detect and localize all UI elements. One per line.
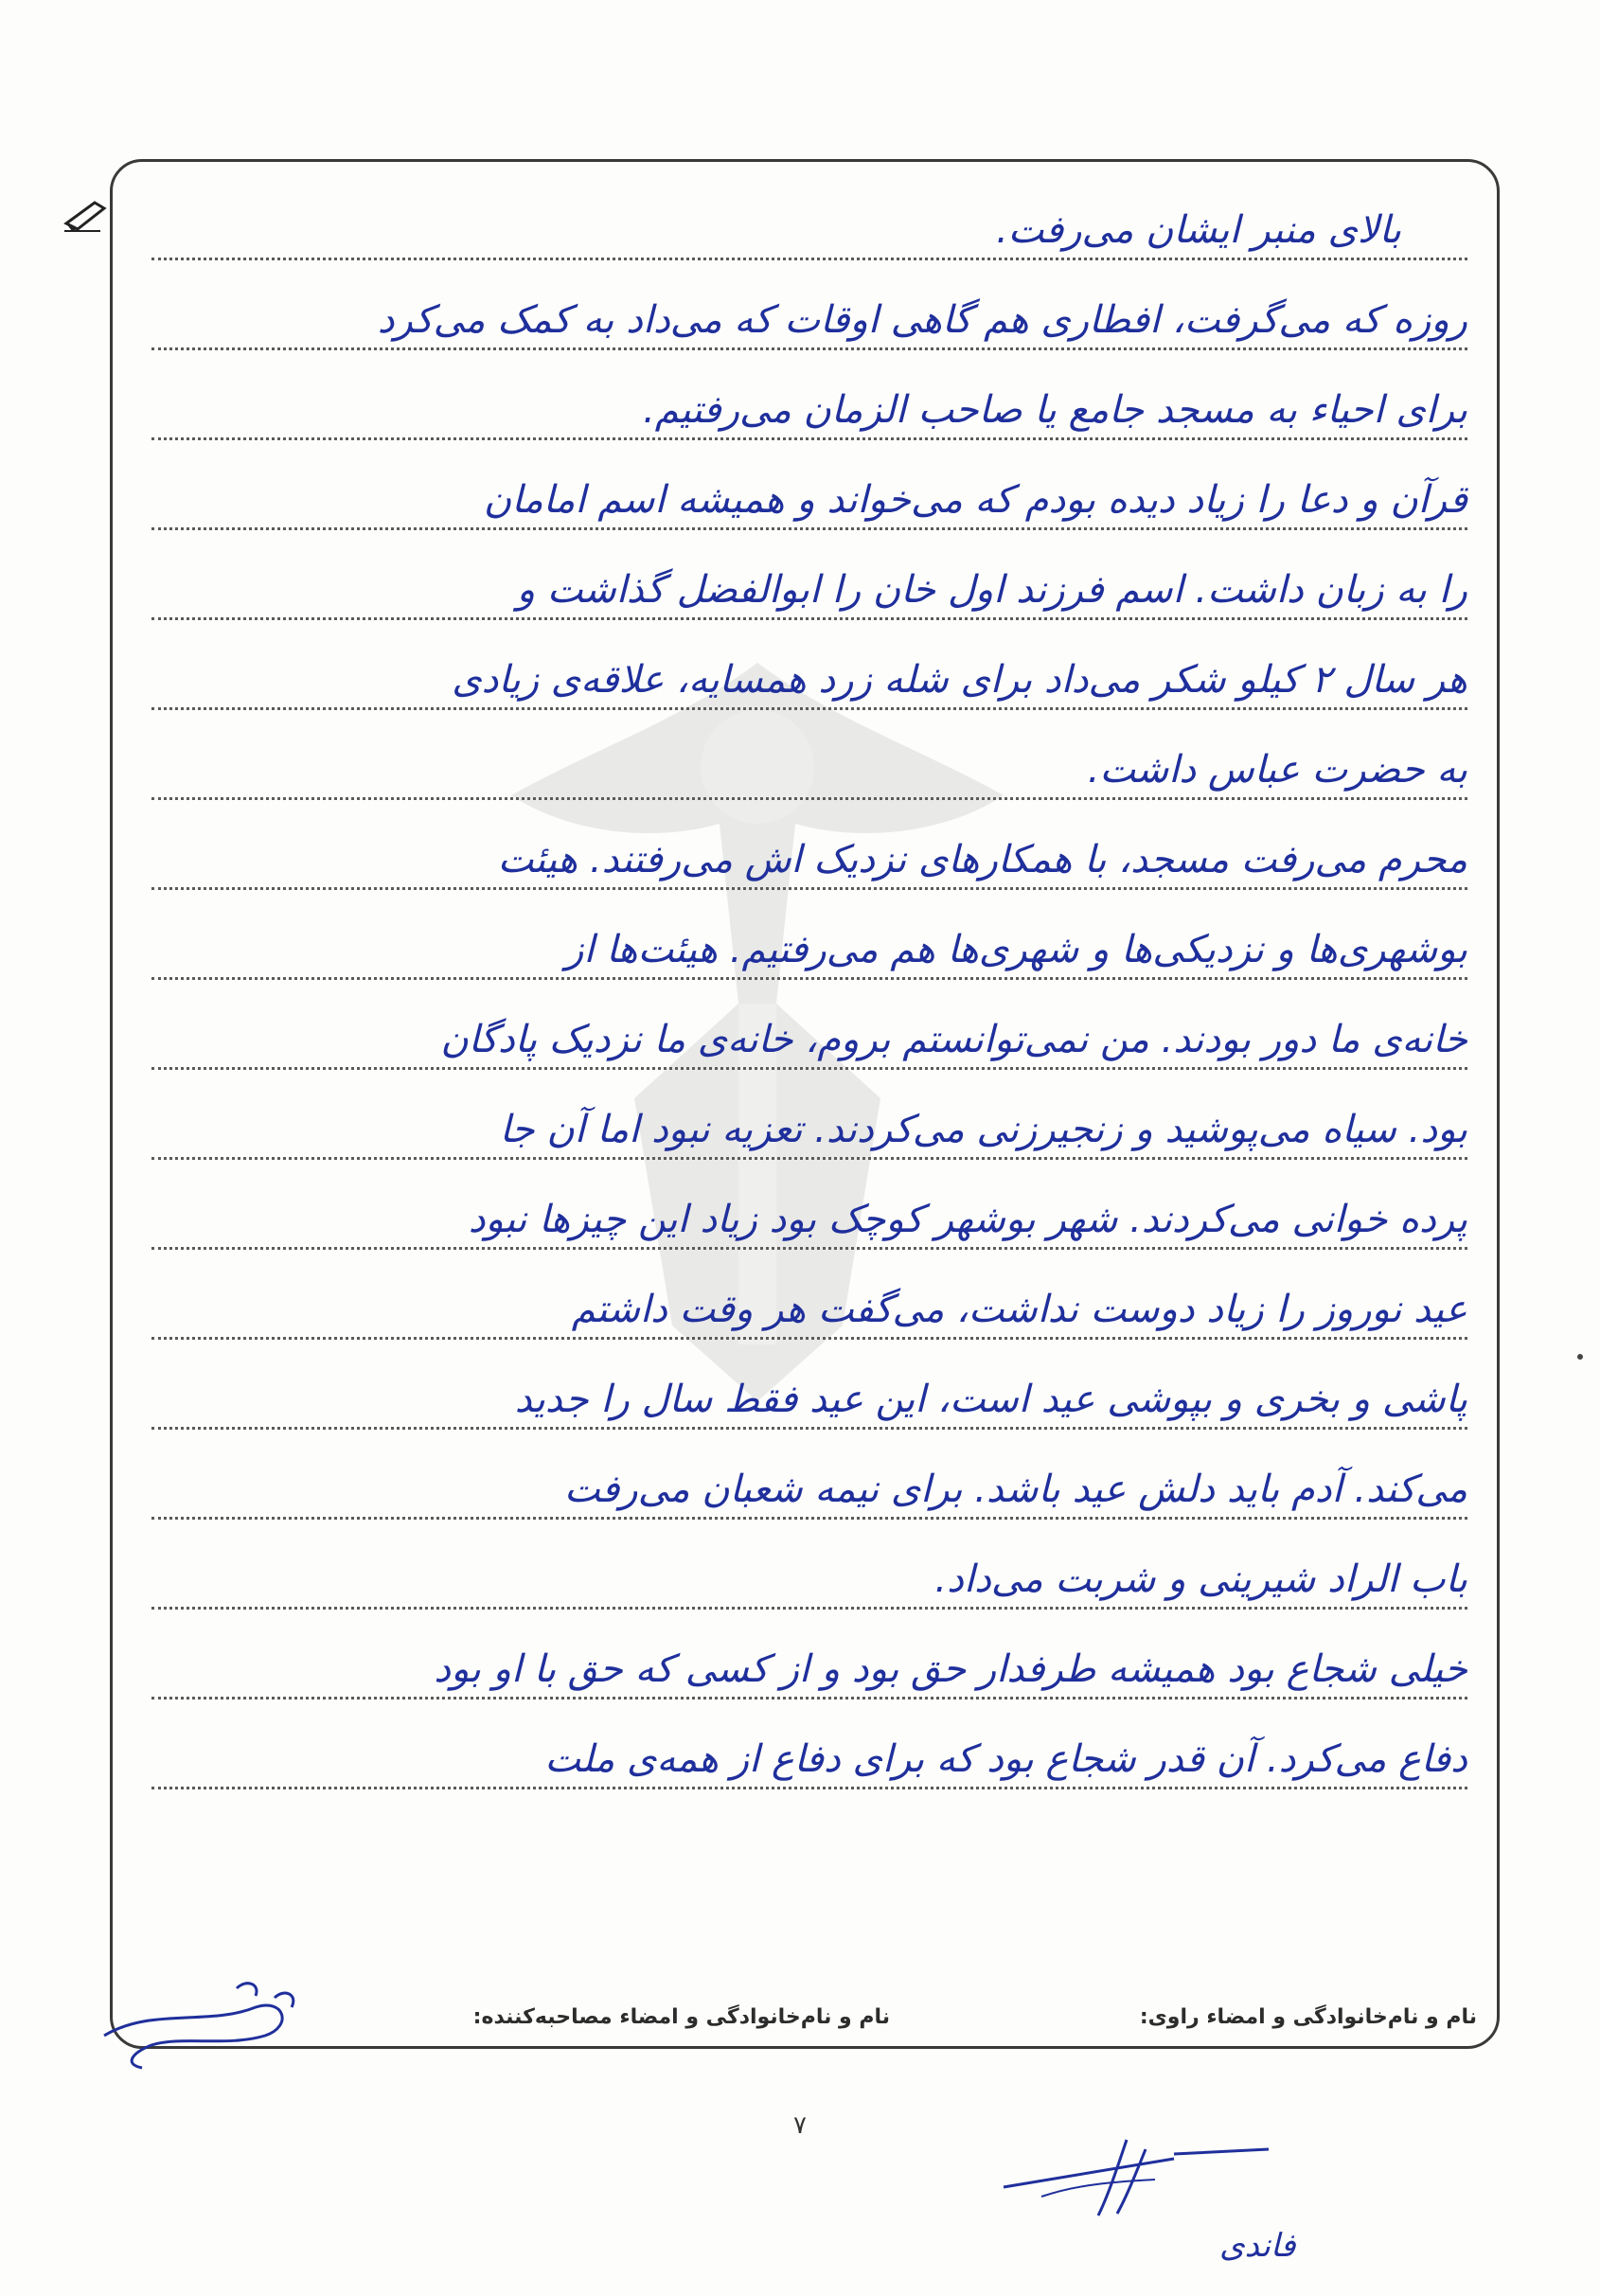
ruled-line [151,530,1467,620]
handwritten-lines [151,170,1467,1789]
handwritten-line: محرم می‌رفت مسجد، با همکارهای نزدیک اش می‌رفتند. هیئت [497,838,1467,881]
ruled-line [151,260,1467,350]
ruled-line [151,710,1467,800]
handwritten-line: خانه‌ی ما دور بودند. من نمی‌توانستم بروم، خانه‌ی ما نزدیک پادگان [440,1018,1467,1061]
ruled-line [151,1340,1467,1430]
handwritten-line: دفاع می‌کرد. آن قدر شجاع بود که برای دفاع از همه‌ی ملت [544,1737,1467,1781]
handwritten-line: روزه که می‌گرفت، افطاری هم گاهی اوقات که می‌داد به کمک می‌کرد [377,298,1467,342]
narrator-signature-label: نام و نام‌خانوادگی و امضاء راوی: [1139,2005,1477,2029]
handwritten-line: قرآن و دعا را زیاد دیده بودم که می‌خواند و همیشه اسم امامان [483,478,1467,522]
handwritten-line: عید نوروز را زیاد دوست نداشت، می‌گفت هر وقت داشتم [571,1288,1467,1331]
handwritten-line: پرده خوانی می‌کردند. شهر بوشهر کوچک بود زیاد این چیزها نبود [468,1198,1467,1241]
pencil-icon [62,195,112,233]
handwritten-line: بوشهری‌ها و نزدیکی‌ها و شهری‌ها هم می‌رفتیم. هیئت‌ها از [565,928,1467,971]
page-number: ۷ [793,2111,807,2140]
paper-mark [1577,1354,1583,1360]
interviewer-signature-label: نام و نام‌خانوادگی و امضاء مصاحبه‌کننده: [472,2005,890,2029]
ruled-line [151,1250,1467,1340]
ruled-line [151,350,1467,440]
handwritten-line: خیلی شجاع بود همیشه طرفدار حق بود و از کسی که حق با او بود [434,1647,1467,1691]
ruled-line [151,1520,1467,1610]
handwritten-line: پاشی و بخری و بپوشی عید است، این عید فقط سال را جدید [514,1378,1467,1421]
ruled-line [151,1430,1467,1520]
ruled-line [151,1160,1467,1250]
signature-caption: فاندی [1219,2227,1296,2265]
interviewer-signature [985,2130,1288,2225]
ruled-line [151,620,1467,710]
handwritten-line: باب الراد شیرینی و شربت می‌داد. [934,1557,1467,1601]
handwritten-line: برای احیاء به مسجد جامع یا صاحب الزمان می‌رفتیم. [643,388,1467,432]
handwritten-line: بالای منبر ایشان می‌رفت. [996,208,1401,252]
handwritten-line: به حضرت عباس داشت. [1087,748,1467,792]
ruled-line [151,1070,1467,1160]
ruled-line [151,1610,1467,1700]
narrator-signature [95,1969,322,2074]
ruled-line [151,980,1467,1070]
ruled-line [151,800,1467,890]
handwritten-line: بود. سیاه می‌پوشید و زنجیرزنی می‌کردند. تعزیه نبود اما آن جا [499,1108,1467,1151]
handwritten-line: هر سال ۲ کیلو شکر می‌داد برای شله زرد همسایه، علاقه‌ی زیادی [452,658,1467,702]
ruled-line [151,1700,1467,1789]
ruled-line [151,890,1467,980]
signature-labels [151,2005,1477,2043]
handwritten-line: را به زبان داشت. اسم فرزند اول خان را ابوالفضل گذاشت و [516,568,1467,612]
ruled-line [151,170,1467,260]
handwritten-line: می‌کند. آدم باید دلش عید باشد. برای نیمه شعبان می‌رفت [564,1468,1467,1511]
ruled-line [151,440,1467,530]
